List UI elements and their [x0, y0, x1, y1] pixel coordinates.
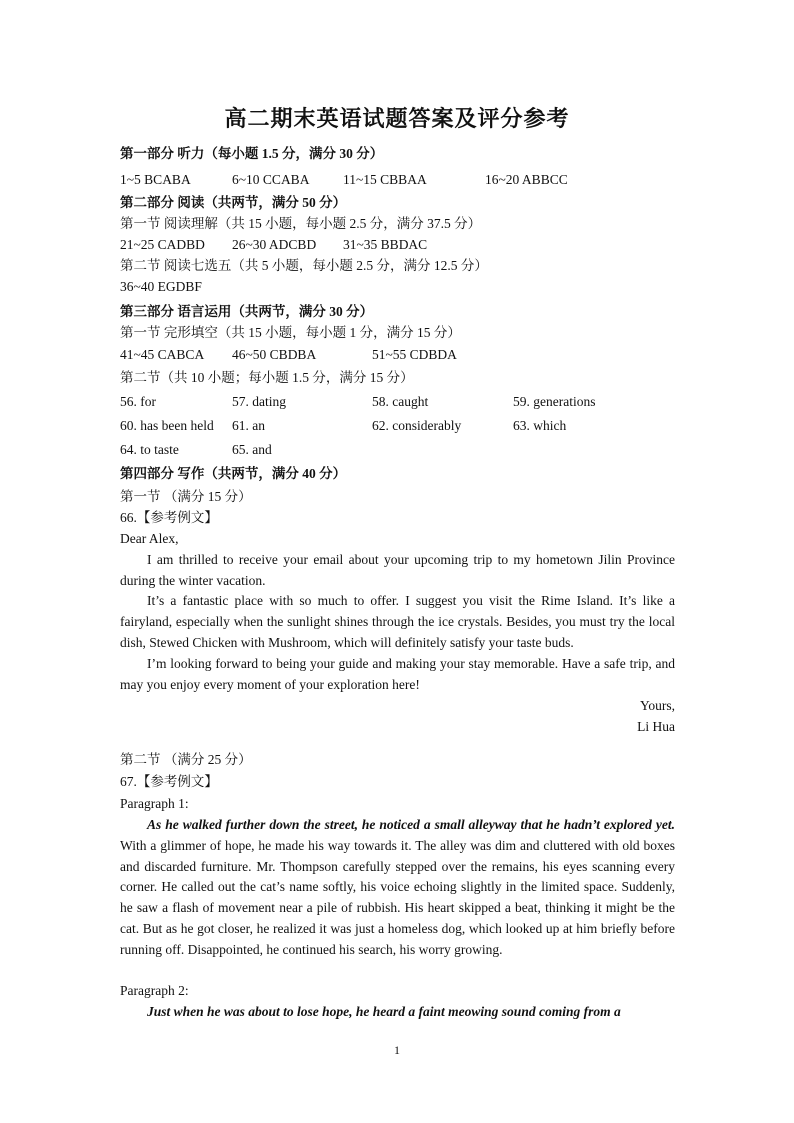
page-number: 1 — [394, 1043, 400, 1057]
fill-answer: 59. generations — [513, 394, 596, 409]
answer-group: 51~55 CDBDA — [372, 347, 457, 362]
letter-closing: Yours, — [639, 698, 675, 713]
letter-signature: Li Hua — [637, 719, 675, 734]
part2-section2: 第二节 阅读七选五（共 5 小题，每小题 2.5 分，满分 12.5 分） — [120, 258, 488, 273]
fill-answer: 58. caught — [372, 394, 429, 409]
part3-heading: 第三部分 语言运用（共两节，满分 30 分） — [120, 304, 374, 319]
letter-paragraph: It’s a fantastic place with so much to offer. I suggest you visit the Rime Island. It’s like a fairyland, especially when the sunlight shines through the ice crystals. Besides, you must try the local dish, Stewed Chicken with Mushroom, which will definitely satisfy your taste buds. — [120, 593, 675, 650]
part3-section2: 第二节（共 10 小题；每小题 1.5 分，满分 15 分） — [120, 370, 414, 385]
part4-heading: 第四部分 写作（共两节，满分 40 分） — [120, 466, 347, 481]
answer-group: 36~40 EGDBF — [120, 279, 202, 294]
fill-answer: 60. has been held — [120, 418, 214, 433]
fill-answer: 63. which — [513, 418, 567, 433]
answer-group: 26~30 ADCBD — [232, 237, 317, 252]
part2-section1: 第一节 阅读理解（共 15 小题，每小题 2.5 分，满分 37.5 分） — [120, 216, 482, 231]
paragraph2-lead-sentence: Just when he was about to lose hope, he heard a faint meowing sound coming from a — [147, 1004, 621, 1019]
answer-group: 1~5 BCABA — [120, 172, 191, 187]
fill-answer: 61. an — [232, 418, 265, 433]
paragraph1-lead-sentence: As he walked further down the street, he noticed a small alleyway that he hadn’t explored yet. — [147, 817, 675, 832]
part2-heading: 第二部分 阅读（共两节，满分 50 分） — [120, 195, 347, 210]
letter-paragraph: I’m looking forward to being your guide and making your stay memorable. Have a safe trip, and may you enjoy every moment of your exploration here! — [120, 656, 675, 692]
fill-answer: 56. for — [120, 394, 156, 409]
part4-section1: 第一节 （满分 15 分） — [120, 489, 252, 504]
answer-group: 16~20 ABBCC — [485, 172, 568, 187]
answer-group: 21~25 CADBD — [120, 237, 205, 252]
fill-answer: 62. considerably — [372, 418, 462, 433]
answer-group: 31~35 BBDAC — [343, 237, 428, 252]
part3-section1: 第一节 完形填空（共 15 小题，每小题 1 分，满分 15 分） — [120, 325, 461, 340]
letter-paragraph: I am thrilled to receive your email about your upcoming trip to my hometown Jilin Province during the winter vacation. — [120, 552, 675, 588]
paragraph2-label: Paragraph 2: — [120, 983, 189, 998]
paragraph1-body: With a glimmer of hope, he made his way towards it. The alley was dim and cluttered with old boxes and discarded furniture. Mr. Thompson carefully stepped over the remains, his eyes scanning every corner. He called out the cat’s name softly, his voice echoing slightly in the limited space. Suddenly, he saw a flash of movement near a pile of rubbish. His heart skipped a beat, thinking it might be the cat. But as he got closer, he realized it was just a homeless dog, which looked up at him briefly before running off. Disappointed, he continued his search, his worry growing. — [120, 837, 675, 957]
fill-answer: 57. dating — [232, 394, 286, 409]
part4-section2: 第二节 （满分 25 分） — [120, 752, 252, 767]
question-66-label: 66.【参考例文】 — [120, 510, 218, 525]
paragraph1-label: Paragraph 1: — [120, 796, 189, 811]
fill-answer: 65. and — [232, 442, 272, 457]
answer-group: 11~15 CBBAA — [343, 172, 427, 187]
question-67-label: 67.【参考例文】 — [120, 774, 218, 789]
fill-answer: 64. to taste — [120, 442, 179, 457]
answer-group: 41~45 CABCA — [120, 347, 205, 362]
answer-group: 6~10 CCABA — [232, 172, 310, 187]
page-title: 高二期末英语试题答案及评分参考 — [224, 106, 570, 131]
answer-group: 46~50 CBDBA — [232, 347, 317, 362]
story-paragraph-1 — [120, 815, 675, 961]
letter-salutation: Dear Alex, — [120, 531, 179, 546]
part1-heading: 第一部分 听力（每小题 1.5 分，满分 30 分） — [120, 146, 384, 161]
story-paragraph-2 — [120, 1002, 675, 1023]
